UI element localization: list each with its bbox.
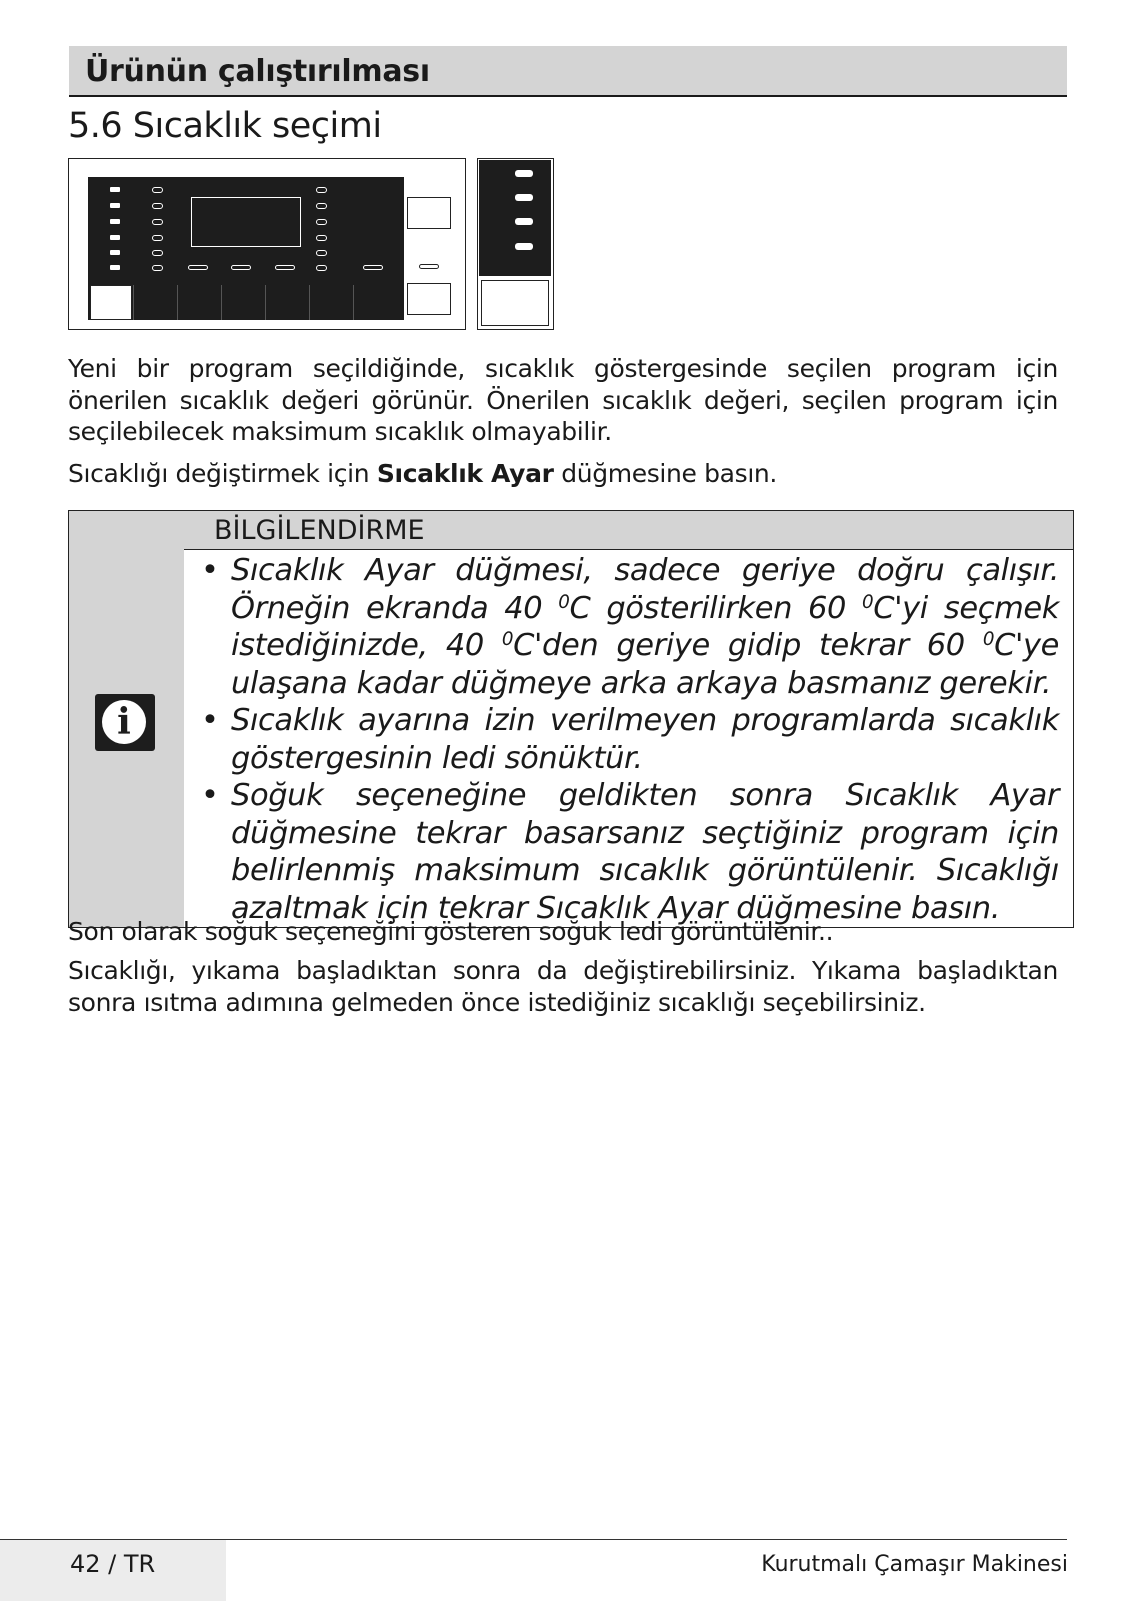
program-led	[110, 203, 120, 208]
program-led	[110, 250, 120, 255]
option-led-outline	[316, 219, 327, 225]
panel-button	[177, 285, 221, 320]
option-led-outline	[316, 265, 327, 271]
control-panel-display-area	[88, 177, 404, 320]
info-text: C'yi seçmek istediğinizde, 40	[231, 590, 1060, 663]
temperature-led-area	[479, 160, 551, 276]
program-led-outline	[152, 187, 163, 193]
panel-side-button	[407, 283, 451, 315]
instruction-prefix: Sıcaklığı değiştirmek için	[68, 459, 377, 488]
info-text: Sıcaklık ayarına izin verilmeyen programlarda sıcaklık göstergesinin ledi sönüktür.	[231, 703, 1059, 776]
information-box	[68, 510, 1074, 928]
program-led-outline	[152, 219, 163, 225]
option-led-outline	[316, 203, 327, 209]
info-icon-glyph: i	[117, 701, 131, 743]
option-led-outline	[316, 250, 327, 256]
temperature-led	[515, 170, 533, 177]
info-text: Soğuk seçeneğine geldikten sonra Sıcaklık Ayar düğmesine tekrar basarsanız seçtiğiniz program için belirlenmiş maksimum sıcaklık görüntülenir. Sıcaklığı azaltmak için tekrar Sıcaklık Ayar düğmesine basın.	[231, 778, 1059, 926]
information-item	[191, 702, 1059, 777]
information-header	[184, 511, 1073, 550]
page-heading: 5.6 Sıcaklık seçimi	[68, 106, 382, 146]
panel-side-button	[407, 197, 451, 229]
panel-button-highlighted	[90, 285, 132, 320]
program-led	[110, 265, 120, 270]
info-text: C gösterilirken 60	[569, 590, 863, 626]
information-item	[191, 552, 1059, 702]
instruction-button-name: Sıcaklık Ayar	[376, 459, 554, 488]
footer-rule	[0, 1539, 1067, 1540]
instruction-suffix: düğmesine basın.	[553, 459, 778, 488]
section-title: Ürünün çalıştırılması	[85, 54, 430, 89]
display-screen	[191, 197, 301, 247]
side-led	[419, 264, 439, 269]
page-number: 42 / TR	[70, 1550, 156, 1578]
intro-paragraph: Yeni bir program seçildiğinde, sıcaklık göstergesinde seçilen program için önerilen sıcaklık değeri görünür. Önerilen sıcaklık değeri, seçilen program için seçilebilecek maksimum sıcaklık olmayabilir.	[68, 354, 1058, 446]
information-icon-column	[69, 511, 184, 927]
temperature-led	[515, 194, 533, 201]
panel-button-row	[88, 285, 404, 320]
function-led	[275, 265, 295, 270]
program-led-outline	[152, 203, 163, 209]
panel-button	[309, 285, 353, 320]
option-led-outline	[316, 235, 327, 241]
info-icon	[95, 694, 155, 751]
function-led	[231, 265, 251, 270]
cold-led-paragraph: Son olarak soğuk seçeneğini gösteren soğuk ledi görüntülenir..	[68, 917, 834, 946]
degree-mark: 0	[982, 628, 995, 650]
function-led	[363, 265, 383, 270]
degree-mark: 0	[501, 628, 514, 650]
panel-button	[353, 285, 404, 320]
program-led-outline	[152, 235, 163, 241]
panel-button	[265, 285, 309, 320]
degree-mark: 0	[862, 591, 874, 613]
control-panel-illustration	[68, 158, 466, 330]
program-led	[110, 235, 120, 240]
information-label: BİLGİLENDİRME	[214, 515, 425, 546]
temperature-adjust-button	[481, 280, 549, 326]
info-text: C'den geriye gidip tekrar 60	[513, 628, 983, 663]
panel-button	[221, 285, 265, 320]
instruction-paragraph	[68, 458, 1058, 490]
info-icon-circle	[102, 700, 146, 744]
information-item	[191, 777, 1059, 927]
program-led	[110, 187, 120, 192]
program-led	[110, 219, 120, 224]
bullet: •	[201, 778, 219, 813]
program-led-outline	[152, 265, 163, 271]
info-text: C'ye ulaşana kadar düğmeye arka arkaya basmanız gerekir.	[231, 628, 1060, 701]
temperature-led	[515, 218, 533, 225]
program-led-outline	[152, 250, 163, 256]
temperature-led	[515, 243, 533, 250]
temperature-panel-illustration	[477, 158, 554, 330]
function-led	[188, 265, 208, 270]
document-title: Kurutmalı Çamaşır Makinesi	[761, 1552, 1068, 1577]
change-during-wash-paragraph: Sıcaklığı, yıkama başladıktan sonra da değiştirebilirsiniz. Yıkama başladıktan sonra ısıtma adımına gelmeden önce istediğiniz sıcaklığı seçebilirsiniz.	[68, 956, 1058, 1017]
section-title-bar	[69, 46, 1067, 97]
info-text: Sıcaklık Ayar düğmesi, sadece geriye doğru çalışır. Örneğin ekranda 40	[231, 553, 1059, 626]
panel-button	[133, 285, 177, 320]
bullet: •	[201, 553, 219, 588]
option-led-outline	[316, 187, 327, 193]
bullet: •	[201, 703, 219, 738]
information-list	[191, 552, 1059, 927]
degree-mark: 0	[558, 591, 570, 613]
